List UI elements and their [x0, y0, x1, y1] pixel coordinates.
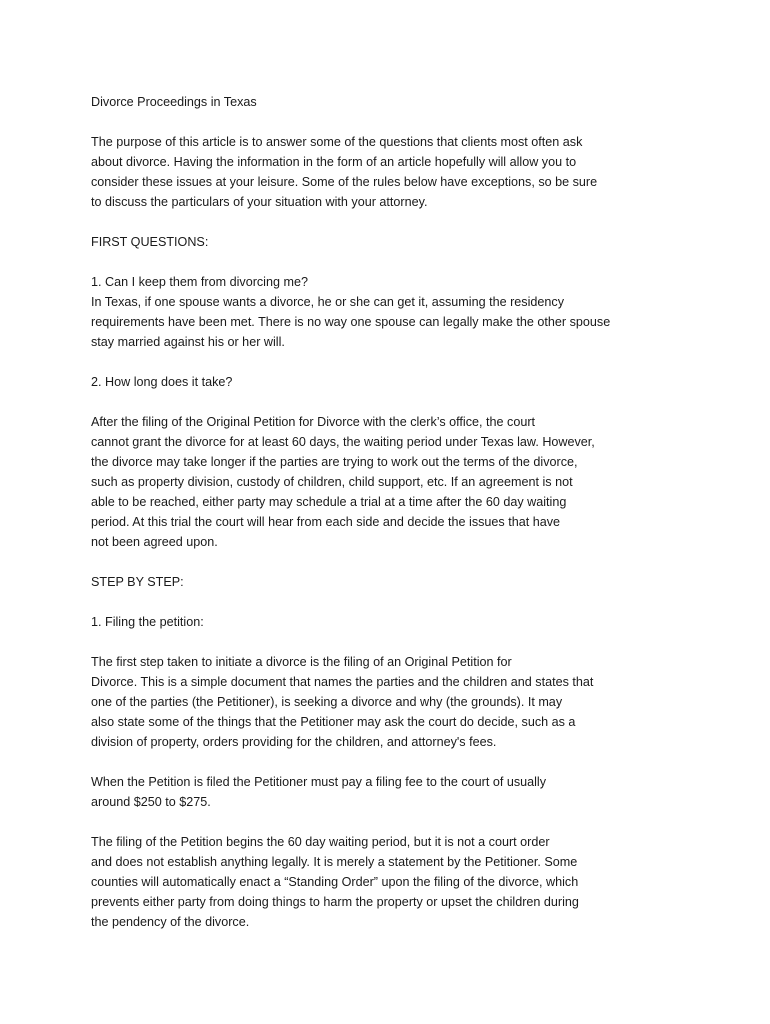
step-1-paragraph-2 [91, 772, 651, 812]
section-heading-first-questions: FIRST QUESTIONS: [91, 235, 209, 249]
spacer [91, 592, 651, 612]
spacer [91, 812, 651, 832]
spacer [91, 392, 651, 412]
document-body [91, 92, 651, 932]
paragraph-line: stay married against his or her will. [91, 335, 285, 349]
question-2 [91, 372, 651, 552]
spacer [91, 632, 651, 652]
paragraph-line: such as property division, custody of children, child support, etc. If an agreement is not [91, 475, 573, 489]
question-1 [91, 272, 651, 352]
step-1-paragraph-1 [91, 652, 651, 752]
spacer [91, 552, 651, 572]
spacer [91, 252, 651, 272]
paragraph-line: The filing of the Petition begins the 60 day waiting period, but it is not a court order [91, 835, 550, 849]
paragraph-line: not been agreed upon. [91, 535, 218, 549]
paragraph-line: Divorce. This is a simple document that names the parties and the children and states that [91, 675, 594, 689]
paragraph-line: division of property, orders providing for the children, and attorney's fees. [91, 735, 497, 749]
paragraph-line: After the filing of the Original Petition for Divorce with the clerk’s office, the court [91, 415, 536, 429]
paragraph-line: counties will automatically enact a “Standing Order” upon the filing of the divorce, which [91, 875, 579, 889]
spacer [91, 112, 651, 132]
paragraph-line: When the Petition is filed the Petitioner must pay a filing fee to the court of usually [91, 775, 547, 789]
step-1-paragraph-3 [91, 832, 651, 932]
paragraph-line: one of the parties (the Petitioner), is seeking a divorce and why (the grounds). It may [91, 695, 563, 709]
paragraph-line: cannot grant the divorce for at least 60 days, the waiting period under Texas law. However, [91, 435, 595, 449]
paragraph-line: The purpose of this article is to answer some of the questions that clients most often ask [91, 135, 583, 149]
paragraph-line: also state some of the things that the Petitioner may ask the court do decide, such as a [91, 715, 576, 729]
question-heading: 2. How long does it take? [91, 375, 233, 389]
paragraph-line: around $250 to $275. [91, 795, 211, 809]
paragraph-line: requirements have been met. There is no way one spouse can legally make the other spouse [91, 315, 611, 329]
paragraph-line: In Texas, if one spouse wants a divorce, he or she can get it, assuming the residency [91, 295, 564, 309]
section-heading-step-by-step: STEP BY STEP: [91, 575, 184, 589]
paragraph-line: The first step taken to initiate a divorce is the filing of an Original Petition for [91, 655, 512, 669]
intro-paragraph [91, 132, 651, 212]
document-title: Divorce Proceedings in Texas [91, 95, 257, 109]
paragraph-line: the pendency of the divorce. [91, 915, 250, 929]
paragraph-line: period. At this trial the court will hear from each side and decide the issues that have [91, 515, 561, 529]
paragraph-line: able to be reached, either party may schedule a trial at a time after the 60 day waiting [91, 495, 567, 509]
paragraph-line: consider these issues at your leisure. Some of the rules below have exceptions, so be sure [91, 175, 598, 189]
spacer [91, 212, 651, 232]
paragraph-line: the divorce may take longer if the parties are trying to work out the terms of the divorce, [91, 455, 578, 469]
paragraph-line: and does not establish anything legally. It is merely a statement by the Petitioner. Some [91, 855, 578, 869]
paragraph-line: to discuss the particulars of your situation with your attorney. [91, 195, 428, 209]
paragraph-line: prevents either party from doing things to harm the property or upset the children during [91, 895, 579, 909]
paragraph-line: about divorce. Having the information in the form of an article hopefully will allow you to [91, 155, 577, 169]
spacer [91, 352, 651, 372]
spacer [91, 752, 651, 772]
question-heading: 1. Can I keep them from divorcing me? [91, 275, 308, 289]
step-heading: 1. Filing the petition: [91, 615, 204, 629]
step-1 [91, 612, 651, 932]
